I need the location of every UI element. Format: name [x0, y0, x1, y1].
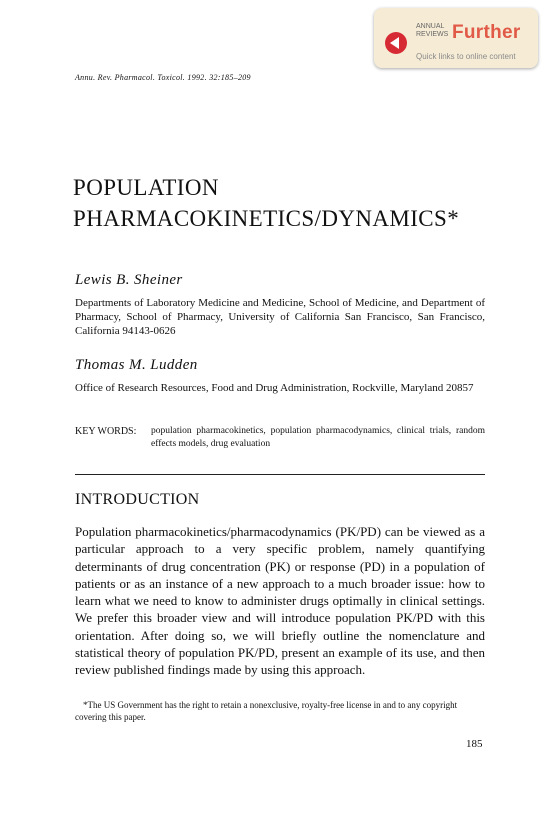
title-line-2: PHARMACOKINETICS/DYNAMICS*: [73, 206, 460, 231]
author-name-2: Thomas M. Ludden: [75, 357, 198, 373]
author-name-1: Lewis B. Sheiner: [75, 272, 183, 288]
title-line-1: POPULATION: [73, 175, 219, 200]
annual-reviews-logo: [416, 23, 448, 38]
journal-citation: Annu. Rev. Pharmacol. Toxicol. 1992. 32:185–209: [75, 73, 251, 82]
logo-line-reviews: REVIEWS: [416, 30, 449, 38]
article-title: [73, 172, 459, 234]
keywords-label: KEY WORDS:: [75, 426, 137, 437]
further-subtitle[interactable]: Quick links to online content: [416, 52, 516, 61]
body-paragraph: Population pharmacokinetics/pharmacodynamics (PK/PD) can be viewed as a particular approach to a very specific problem, namely quantifying determinants of drug concentration (PK) or response (PD) in a population of patients or as an instance of a new approach to a much broader issue: how to learn what we need to know to administer drugs optimally in clinical settings. We prefer this broader view and will introduce population PK/PD with this orientation. After doing so, we will briefly outline the nomenclature and statistical theory of population PK/PD, present an example of its use, and then review published findings made by using this approach.: [75, 524, 485, 678]
author-affiliation-1: Departments of Laboratory Medicine and Medicine, School of Medicine, and Department of Pharmacy, School of Pharmacy, University of California San Francisco, San Francisco, California 94143-0626: [75, 297, 485, 337]
page-number: 185: [466, 738, 483, 750]
back-arrow-icon[interactable]: [385, 32, 407, 54]
logo-line-annual: ANNUAL: [416, 23, 445, 30]
author-affiliation-2: Office of Research Resources, Food and Drug Administration, Rockville, Maryland 20857: [75, 382, 474, 394]
section-heading: INTRODUCTION: [75, 491, 200, 508]
keywords-text: population pharmacokinetics, population pharmacodynamics, clinical trials, random effects models, drug evaluation: [151, 426, 485, 449]
footnote: *The US Government has the right to retain a nonexclusive, royalty-free license in and to any copyright covering this paper.: [75, 700, 458, 722]
further-banner[interactable]: [374, 8, 538, 68]
section-divider: [75, 474, 485, 475]
further-label[interactable]: Further: [452, 22, 521, 43]
